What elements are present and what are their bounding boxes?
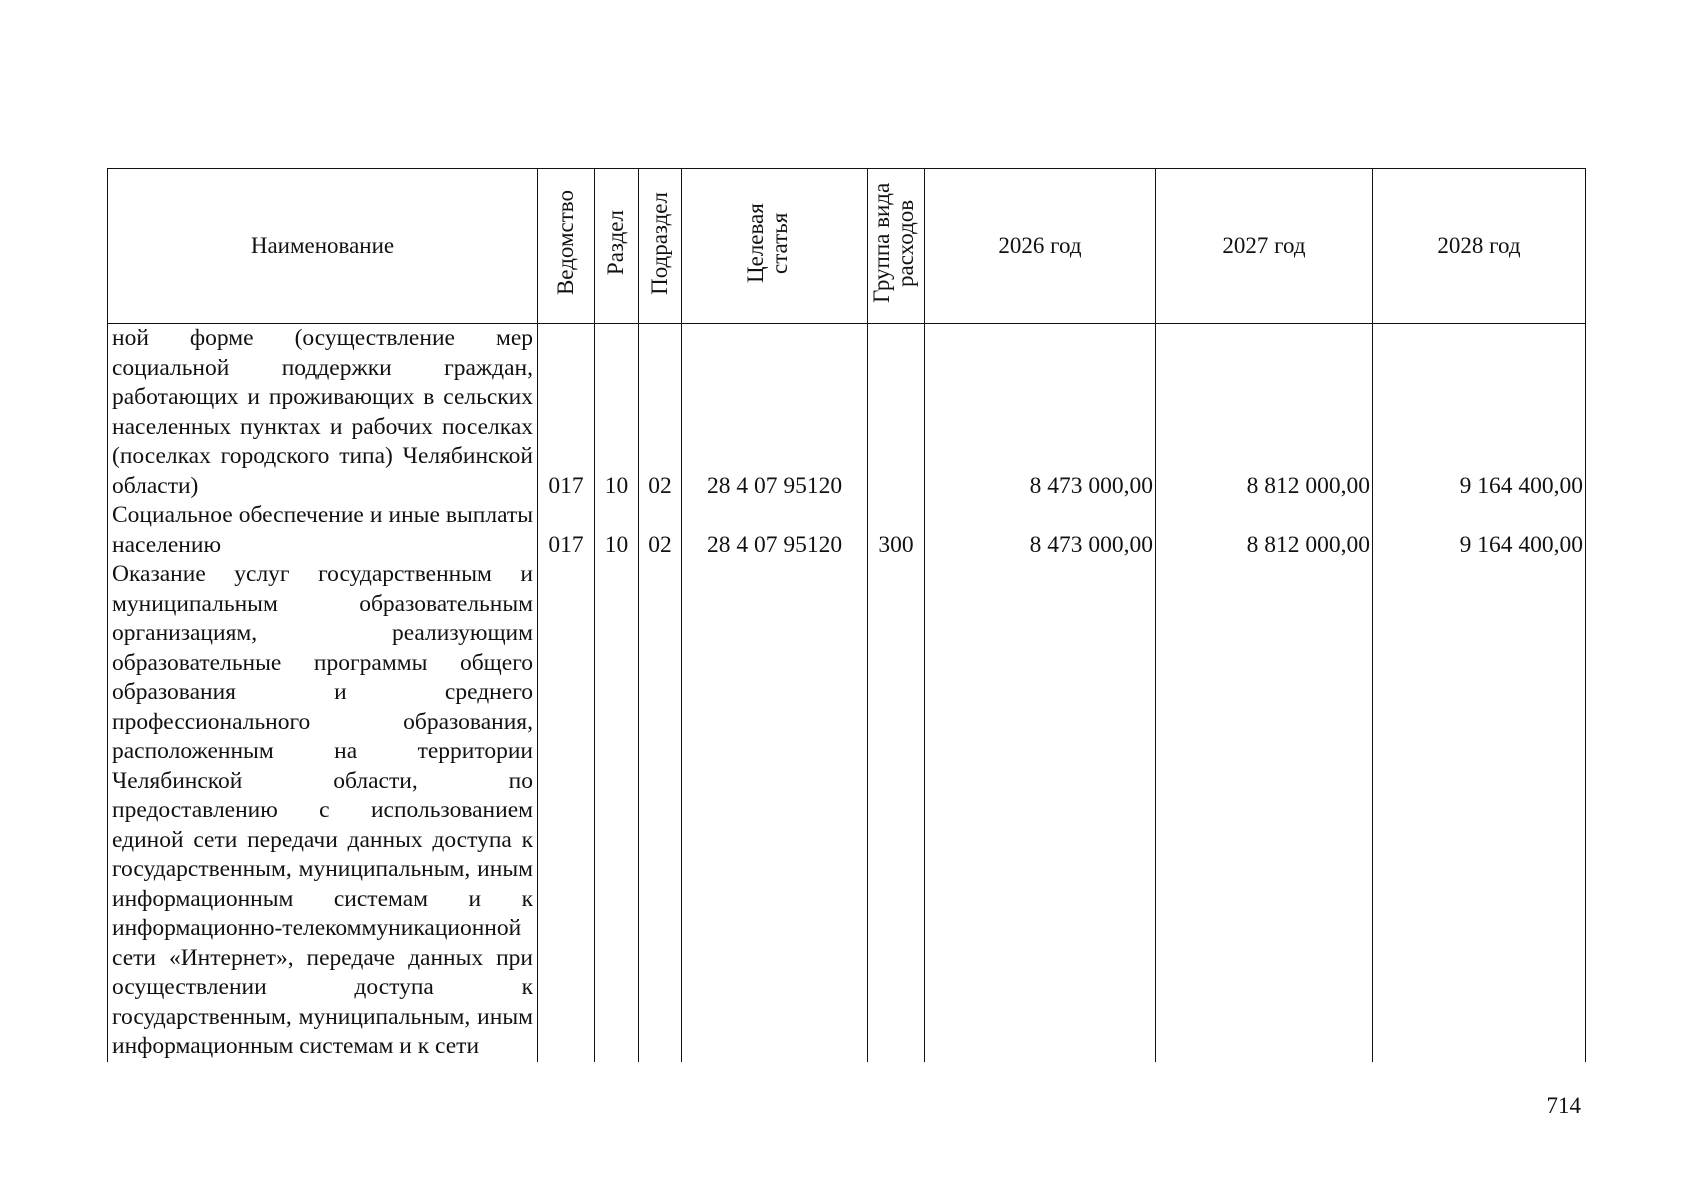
table-row — [108, 560, 1586, 1062]
row-expense-group — [868, 560, 925, 1062]
row-year-2028: 9 164 400,00 — [1373, 324, 1586, 502]
row-section: 10 — [595, 501, 639, 560]
table-row — [108, 324, 1586, 502]
header-target-article: Целевая статья — [682, 169, 868, 324]
row-target-article: 28 4 07 95120 — [682, 501, 868, 560]
row-department: 017 — [538, 324, 595, 502]
header-subsection: Подраздел — [639, 169, 682, 324]
header-year-2026: 2026 год — [925, 169, 1156, 324]
row-section — [595, 560, 639, 1062]
row-year-2027: 8 812 000,00 — [1156, 501, 1373, 560]
header-name: Наименование — [108, 169, 538, 324]
table-header — [108, 169, 1586, 324]
page-number: 714 — [1546, 1093, 1581, 1118]
row-year-2028: 9 164 400,00 — [1373, 501, 1586, 560]
row-department: 017 — [538, 501, 595, 560]
header-department: Ведомство — [538, 169, 595, 324]
row-target-article: 28 4 07 95120 — [682, 324, 868, 502]
row-year-2027 — [1156, 560, 1373, 1062]
row-subsection — [639, 560, 682, 1062]
row-target-article — [682, 560, 868, 1062]
header-year-2027: 2027 год — [1156, 169, 1373, 324]
row-year-2027: 8 812 000,00 — [1156, 324, 1373, 502]
row-section: 10 — [595, 324, 639, 502]
header-expense-group: Группа вида расходов — [868, 169, 925, 324]
row-year-2026: 8 473 000,00 — [925, 324, 1156, 502]
header-year-2028: 2028 год — [1373, 169, 1586, 324]
row-department — [538, 560, 595, 1062]
row-expense-group — [868, 324, 925, 502]
row-year-2028 — [1373, 560, 1586, 1062]
table-row — [108, 501, 1586, 560]
row-name: Оказание услуг государственным и муниципальным образовательным организациям, реализующим образовательные программы общего образования и среднего профессионального образования, расположенным на территории Челябинской области, по предоставлению с использованием единой сети передачи данных доступа к государственным, муниципальным, иным информационным системам и к информационно-телекоммуникационной сети «Интернет», передаче данных при осуществлении доступа к государственным, муниципальным, иным информационным системам и к сети — [108, 560, 538, 1062]
row-expense-group: 300 — [868, 501, 925, 560]
row-name: ной форме (осуществление мер социальной поддержки граждан, работающих и проживающих в сельских населенных пунктах и рабочих поселках (поселках городского типа) Челябинской области) — [108, 324, 538, 502]
table-body — [108, 324, 1586, 1062]
row-subsection: 02 — [639, 324, 682, 502]
row-year-2026 — [925, 560, 1156, 1062]
header-section: Раздел — [595, 169, 639, 324]
row-name: Социальное обеспечение и иные выплаты населению — [108, 501, 538, 560]
budget-table — [107, 168, 1586, 1062]
row-year-2026: 8 473 000,00 — [925, 501, 1156, 560]
row-subsection: 02 — [639, 501, 682, 560]
